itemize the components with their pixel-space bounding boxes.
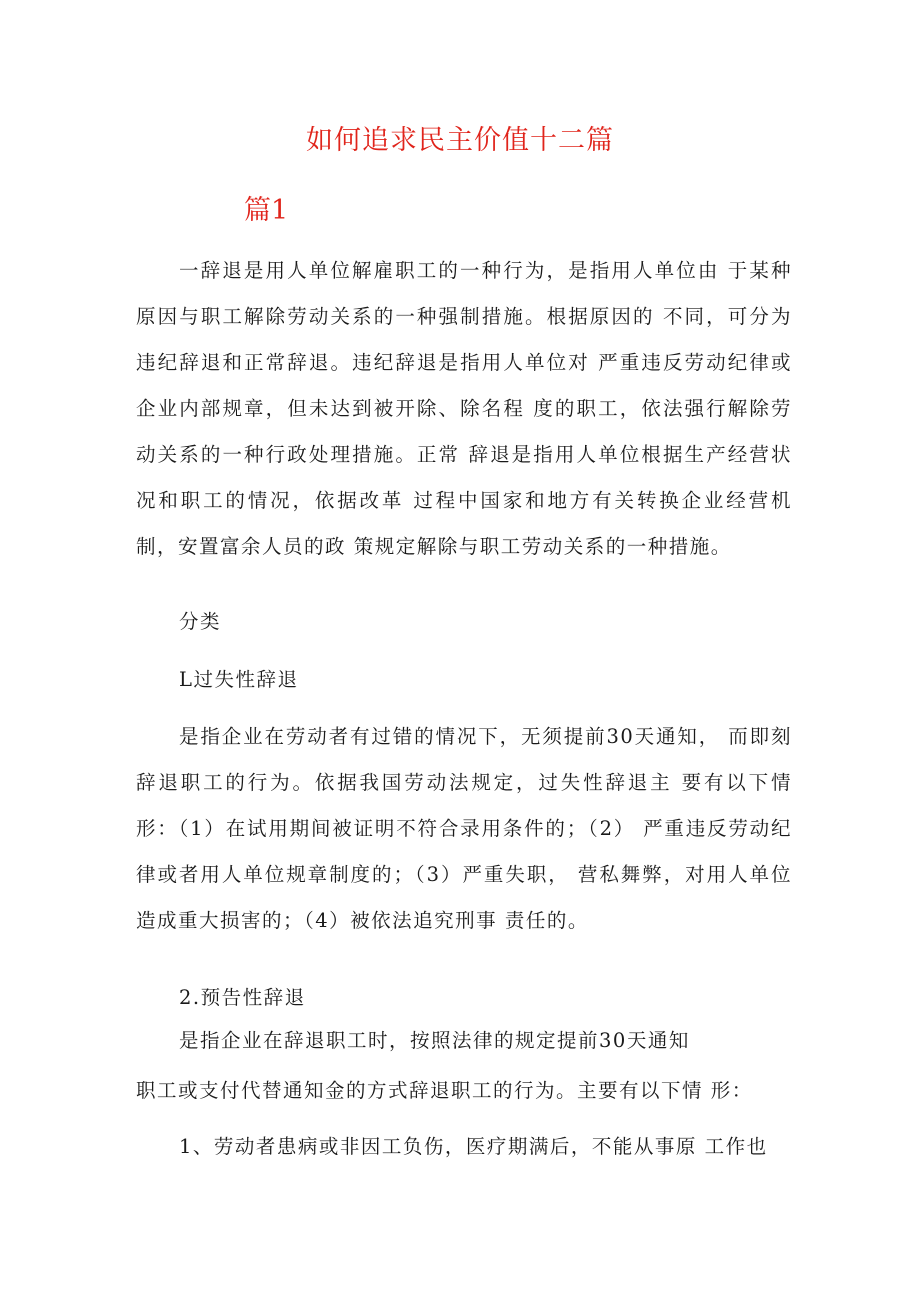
label-notice-dismissal: 2.预告性辞退 xyxy=(179,986,306,1009)
label-category: 分类 xyxy=(179,610,222,633)
notice-dismissal-line-1: 是指企业在辞退职工时，按照法律的规定提前30天通知 xyxy=(179,1029,690,1052)
notice-dismissal-line-2: 职工或支付代替通知金的方式辞退职工的行为。主要有以下情 形： xyxy=(136,1079,753,1102)
paragraph-fault-dismissal: 是指企业在劳动者有过错的情况下，无须提前30天通知， 而即刻辞退职工的行为。依据我国劳动法规定，过失性辞退主 要有以下情形：（1）在试用期间被证明不符合录用条件的；（2） 严重违反劳动纪律或者用人单位规章制度的；（3）严重失职， 营私舞弊，对用人单位造成重大损害的；（4）被依法追究刑事 责任的。 xyxy=(136,725,792,932)
section-heading: 篇1 xyxy=(244,195,289,226)
label-fault-dismissal: L过失性辞退 xyxy=(179,668,299,691)
paragraph-dismissal-definition: 一辞退是用人单位解雇职工的一种行为，是指用人单位由 于某种原因与职工解除劳动关系的一种强制措施。根据原因的 不同，可分为违纪辞退和正常辞退。违纪辞退是指用人单位对 严重违反劳动纪律或企业内部规章，但未达到被开除、除名程 度的职工，依法强行解除劳动关系的一种行政处理措施。正常 辞退是指用人单位根据生产经营状况和职工的情况，依据改革 过程中国家和地方有关转换企业经营机制，安置富余人员的政 策规定解除与职工劳动关系的一种措施。 xyxy=(136,259,792,558)
notice-dismissal-line-3: 1、劳动者患病或非因工负伤，医疗期满后，不能从事原 工作也 xyxy=(179,1135,768,1158)
document-title: 如何追求民主价值十二篇 xyxy=(306,125,614,156)
